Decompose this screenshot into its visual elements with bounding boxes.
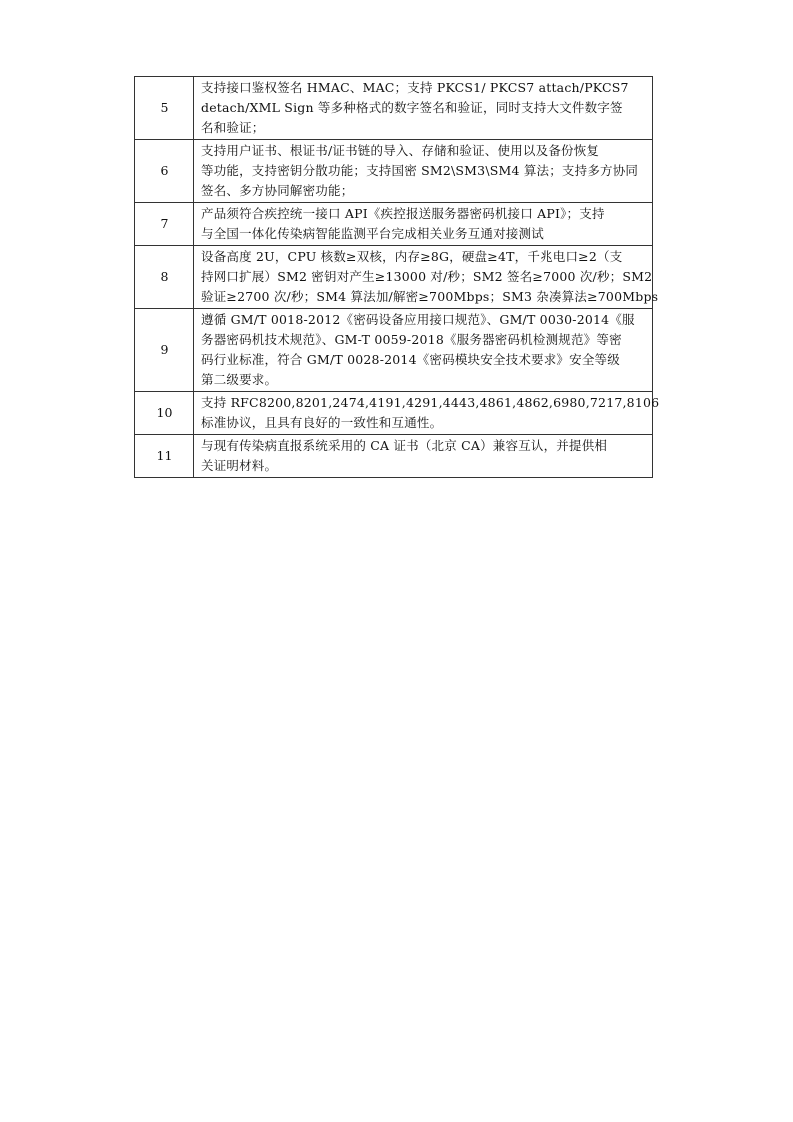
table-row: [135, 77, 653, 140]
description-line: 关证明材料。: [201, 458, 278, 473]
row-description: [194, 246, 659, 309]
description-line: 验证≥2700 次/秒；SM4 算法加/解密≥700Mbps；SM3 杂凑算法≥700Mbps: [201, 289, 659, 304]
table-row: [135, 392, 653, 435]
requirements-table: [134, 76, 660, 478]
row-number: 9: [135, 309, 194, 392]
description-line: 支持用户证书、根证书/证书链的导入、存储和验证、使用以及备份恢复: [201, 143, 600, 158]
row-description: [194, 203, 653, 246]
description-line: detach/XML Sign 等多种格式的数字签名和验证，同时支持大文件数字签: [201, 100, 623, 115]
row-number: 11: [135, 435, 194, 478]
description-line: 务器密码机技术规范》、GM-T 0059-2018《服务器密码机检测规范》等密: [201, 332, 622, 347]
row-description: [194, 140, 653, 203]
table-row: [135, 435, 653, 478]
description-line: 与全国一体化传染病智能监测平台完成相关业务互通对接测试: [201, 226, 544, 241]
description-line: 标准协议，且具有良好的一致性和互通性。: [201, 415, 443, 430]
description-line: 码行业标准，符合 GM/T 0028-2014《密码模块安全技术要求》安全等级: [201, 352, 620, 367]
row-number: 7: [135, 203, 194, 246]
table-row: [135, 309, 653, 392]
description-line: 设备高度 2U，CPU 核数≥双核，内存≥8G，硬盘≥4T，千兆电口≥2（支: [201, 249, 623, 264]
description-line: 等功能，支持密钥分散功能；支持国密 SM2\SM3\SM4 算法；支持多方协同: [201, 163, 639, 178]
table-row: [135, 246, 653, 309]
description-line: 遵循 GM/T 0018-2012《密码设备应用接口规范》、GM/T 0030-2014《服: [201, 312, 635, 327]
row-number: 6: [135, 140, 194, 203]
row-number: 5: [135, 77, 194, 140]
row-description: [194, 392, 660, 435]
description-line: 支持接口鉴权签名 HMAC、MAC；支持 PKCS1/ PKCS7 attach/PKCS7: [201, 80, 629, 95]
description-line: 签名、多方协同解密功能；: [201, 183, 354, 198]
table-row: [135, 140, 653, 203]
row-description: [194, 309, 653, 392]
description-line: 名和验证；: [201, 120, 265, 135]
table-row: [135, 203, 653, 246]
description-line: 与现有传染病直报系统采用的 CA 证书（北京 CA）兼容互认，并提供相: [201, 438, 608, 453]
description-line: 产品须符合疾控统一接口 API《疾控报送服务器密码机接口 API》；支持: [201, 206, 605, 221]
description-line: 持网口扩展）SM2 密钥对产生≥13000 对/秒；SM2 签名≥7000 次/秒；SM2: [201, 269, 653, 284]
row-description: [194, 435, 653, 478]
description-line: 第二级要求。: [201, 372, 278, 387]
row-number: 10: [135, 392, 194, 435]
description-line: 支持 RFC8200,8201,2474,4191,4291,4443,4861,4862,6980,7217,8106: [201, 395, 660, 410]
row-description: [194, 77, 653, 140]
row-number: 8: [135, 246, 194, 309]
